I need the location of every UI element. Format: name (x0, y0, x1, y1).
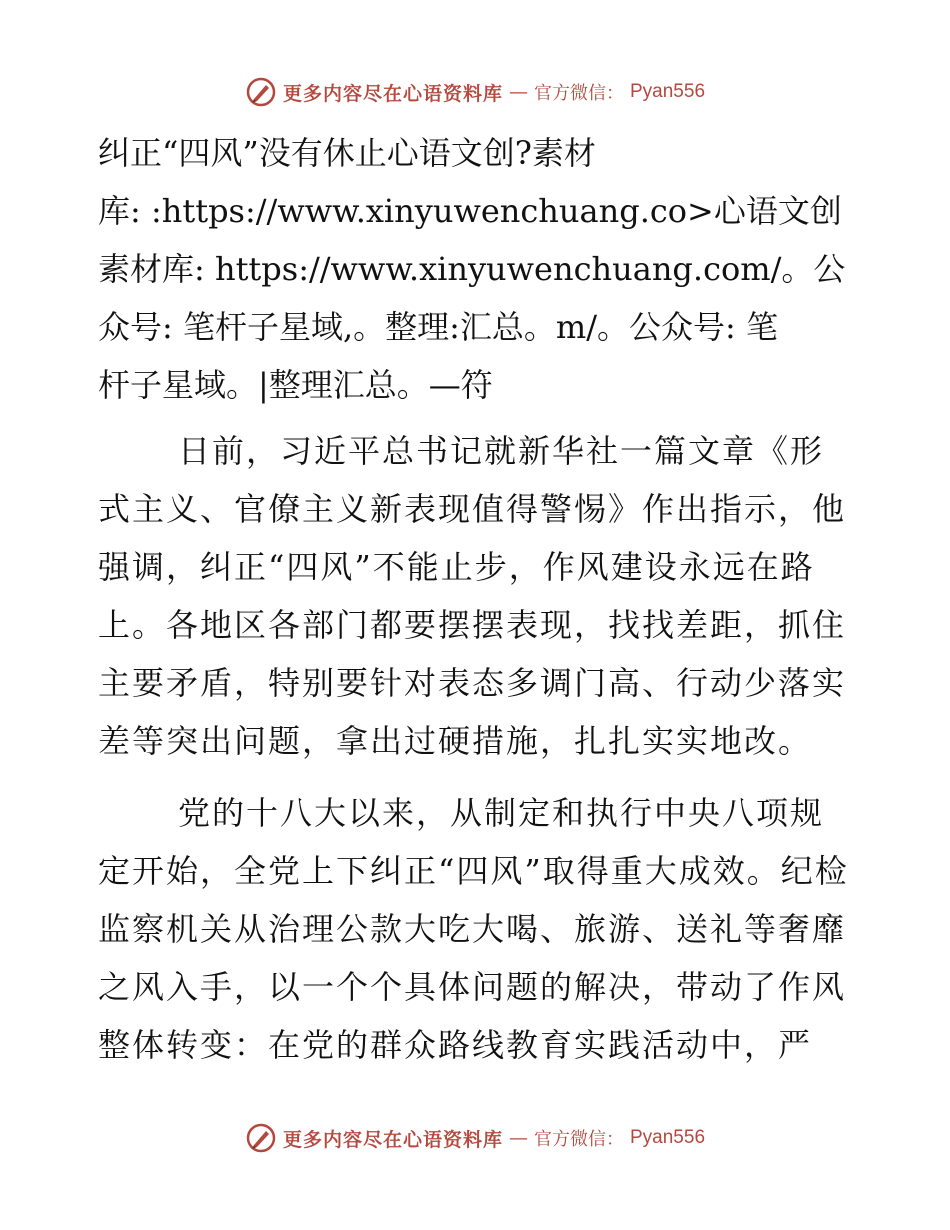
header-line: 众号: 笔杆子星域,。整理:汇总。m/。公众号: 笔 (98, 308, 778, 346)
watermark-separator: — (509, 81, 528, 103)
header-paragraph (98, 124, 850, 414)
header-line: 纠正“四风”没有休止心语文创?素材 (98, 134, 596, 172)
header-line: 素材库: https://www.xinyuwenchuang.com/。公 (98, 250, 846, 288)
header-line: 杆子星域。|整理汇总。—符 (98, 366, 493, 404)
watermark-wechat-label: 官方微信： (534, 1129, 624, 1150)
watermark-text: 更多内容尽在心语资料库 (282, 82, 503, 105)
pen-logo-icon (245, 1122, 277, 1154)
header-line: 库: :https://www.xinyuwenchuang.co>心语文创 (98, 192, 842, 230)
watermark-wechat-id: Pyan556 (630, 81, 706, 102)
body-paragraph: 党的十八大以来，从制定和执行中央八项规定开始，全党上下纠正“四风”取得重大成效。纪检监察机关从治理公款大吃大喝、旅游、送礼等奢靡之风入手，以一个个具体问题的解决，带动了作风整体转变：在党的群众路线教育实践活动中，严 (98, 794, 849, 1064)
document-body (98, 124, 850, 1074)
watermark-banner-top (0, 72, 950, 112)
watermark-wechat-id: Pyan556 (630, 1127, 706, 1148)
watermark-banner-bottom (0, 1118, 950, 1158)
watermark-text: 更多内容尽在心语资料库 (282, 1128, 503, 1151)
watermark-separator: — (509, 1127, 528, 1149)
pen-logo-icon (245, 76, 277, 108)
watermark-wechat-label: 官方微信： (534, 83, 624, 104)
body-paragraph: 日前，习近平总书记就新华社一篇文章《形式主义、官僚主义新表现值得警惕》作出指示，他强调，纠正“四风”不能止步，作风建设永远在路上。各地区各部门都要摆摆表现，找找差距，抓住主要矛盾，特别要针对表态多调门高、行动少落实差等突出问题，拿出过硬措施，扎扎实实地改。 (98, 432, 847, 760)
